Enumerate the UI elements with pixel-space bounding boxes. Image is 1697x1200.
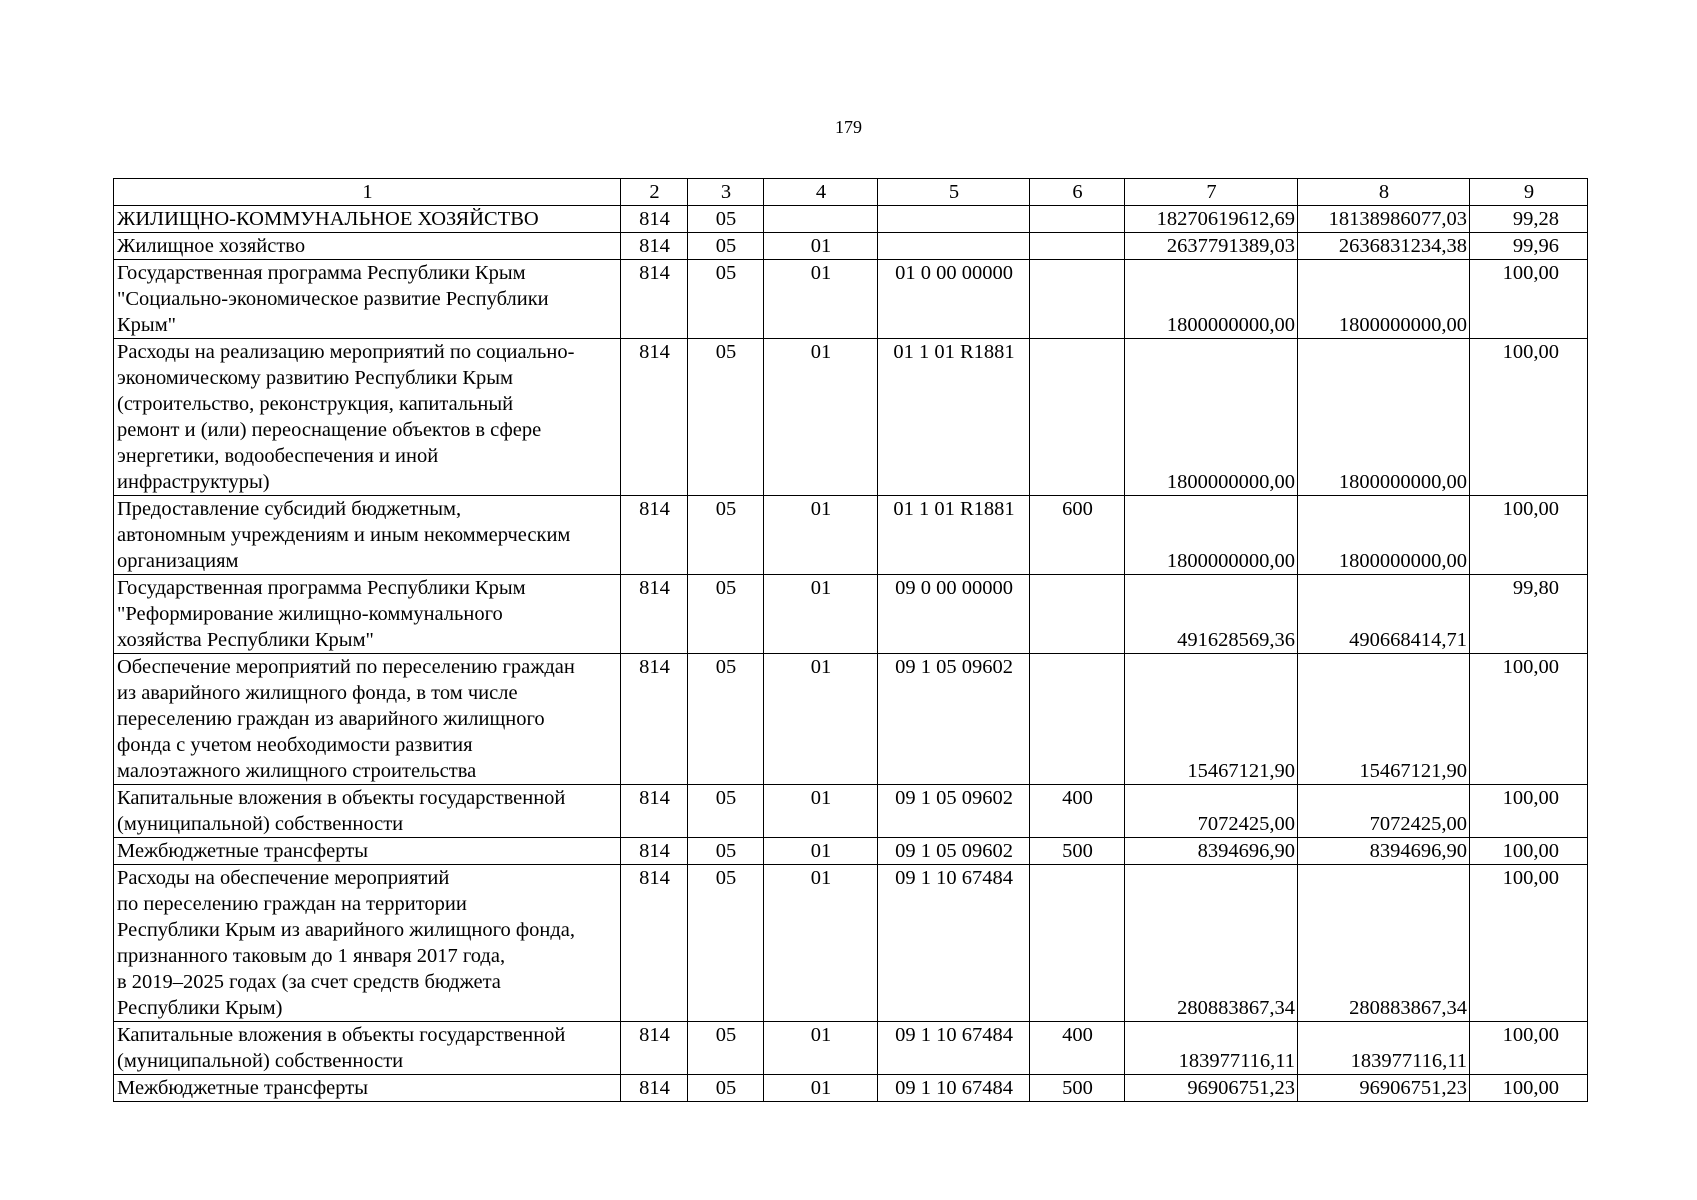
execution-percent-cell: 99,80: [1470, 575, 1588, 654]
admin-code-cell: 814: [621, 575, 688, 654]
planned-amount-cell: 1800000000,00: [1125, 496, 1298, 575]
executed-amount-cell: 490668414,71: [1298, 575, 1470, 654]
column-header: 9: [1470, 179, 1588, 206]
admin-code-cell: 814: [621, 1075, 688, 1102]
table-row: [114, 865, 1588, 1022]
budget-table: [113, 178, 1588, 1102]
execution-percent-cell: 100,00: [1470, 496, 1588, 575]
planned-amount-cell: 1800000000,00: [1125, 339, 1298, 496]
execution-percent-cell: 100,00: [1470, 339, 1588, 496]
execution-percent-cell: 100,00: [1470, 1022, 1588, 1075]
description-cell: ЖИЛИЩНО-КОММУНАЛЬНОЕ ХОЗЯЙСТВО: [114, 206, 621, 233]
executed-amount-cell: 280883867,34: [1298, 865, 1470, 1022]
page-number: 179: [835, 117, 862, 137]
executed-amount-cell: 8394696,90: [1298, 838, 1470, 865]
column-header: 4: [764, 179, 878, 206]
target-article-cell: 01 1 01 R1881: [878, 339, 1030, 496]
description-cell: Обеспечение мероприятий по переселению граждан из аварийного жилищного фонда, в том числе переселению граждан из аварийного жилищного фонда с учетом необходимости развития малоэтажного жилищного строительства: [114, 654, 621, 785]
description-cell: Расходы на реализацию мероприятий по социально- экономическому развитию Республики Крым (строительство, реконструкция, капитальный ремонт и (или) переоснащение объектов в сфере энергетики, водообеспечения и иной инфраструктуры): [114, 339, 621, 496]
executed-amount-cell: 1800000000,00: [1298, 496, 1470, 575]
executed-amount-cell: 18138986077,03: [1298, 206, 1470, 233]
section-code-cell: 05: [688, 1075, 764, 1102]
table-row: [114, 206, 1588, 233]
section-code-cell: 05: [688, 206, 764, 233]
section-code-cell: 05: [688, 339, 764, 496]
target-article-cell: 01 0 00 00000: [878, 260, 1030, 339]
table-row: [114, 233, 1588, 260]
header-row: [114, 179, 1588, 206]
executed-amount-cell: 183977116,11: [1298, 1022, 1470, 1075]
expense-type-cell: [1030, 260, 1125, 339]
target-article-cell: 01 1 01 R1881: [878, 496, 1030, 575]
description-cell: Предоставление субсидий бюджетным, автономным учреждениям и иным некоммерческим организациям: [114, 496, 621, 575]
table-row: [114, 260, 1588, 339]
description-cell: Жилищное хозяйство: [114, 233, 621, 260]
planned-amount-cell: 7072425,00: [1125, 785, 1298, 838]
subsection-code-cell: 01: [764, 339, 878, 496]
subsection-code-cell: 01: [764, 575, 878, 654]
target-article-cell: 09 0 00 00000: [878, 575, 1030, 654]
executed-amount-cell: 2636831234,38: [1298, 233, 1470, 260]
expense-type-cell: [1030, 575, 1125, 654]
description-cell: Капитальные вложения в объекты государственной (муниципальной) собственности: [114, 1022, 621, 1075]
description-cell: Межбюджетные трансферты: [114, 1075, 621, 1102]
planned-amount-cell: 8394696,90: [1125, 838, 1298, 865]
expense-type-cell: [1030, 654, 1125, 785]
subsection-code-cell: 01: [764, 260, 878, 339]
executed-amount-cell: 1800000000,00: [1298, 260, 1470, 339]
subsection-code-cell: 01: [764, 1075, 878, 1102]
expense-type-cell: 400: [1030, 1022, 1125, 1075]
planned-amount-cell: 18270619612,69: [1125, 206, 1298, 233]
expense-type-cell: 600: [1030, 496, 1125, 575]
target-article-cell: [878, 206, 1030, 233]
target-article-cell: 09 1 05 09602: [878, 838, 1030, 865]
admin-code-cell: 814: [621, 865, 688, 1022]
column-header: 7: [1125, 179, 1298, 206]
execution-percent-cell: 100,00: [1470, 865, 1588, 1022]
column-header: 1: [114, 179, 621, 206]
table-row: [114, 838, 1588, 865]
table-row: [114, 1075, 1588, 1102]
planned-amount-cell: 491628569,36: [1125, 575, 1298, 654]
subsection-code-cell: 01: [764, 865, 878, 1022]
target-article-cell: 09 1 10 67484: [878, 865, 1030, 1022]
section-code-cell: 05: [688, 496, 764, 575]
target-article-cell: 09 1 05 09602: [878, 785, 1030, 838]
subsection-code-cell: 01: [764, 785, 878, 838]
admin-code-cell: 814: [621, 496, 688, 575]
column-header: 2: [621, 179, 688, 206]
execution-percent-cell: 100,00: [1470, 838, 1588, 865]
table-row: [114, 654, 1588, 785]
description-cell: Расходы на обеспечение мероприятий по переселению граждан на территории Республики Крым из аварийного жилищного фонда, признанного таковым до 1 января 2017 года, в 2019–2025 годах (за счет средств бюджета Республики Крым): [114, 865, 621, 1022]
subsection-code-cell: 01: [764, 1022, 878, 1075]
admin-code-cell: 814: [621, 339, 688, 496]
executed-amount-cell: 15467121,90: [1298, 654, 1470, 785]
planned-amount-cell: 2637791389,03: [1125, 233, 1298, 260]
section-code-cell: 05: [688, 233, 764, 260]
admin-code-cell: 814: [621, 1022, 688, 1075]
subsection-code-cell: 01: [764, 654, 878, 785]
executed-amount-cell: 96906751,23: [1298, 1075, 1470, 1102]
subsection-code-cell: [764, 206, 878, 233]
section-code-cell: 05: [688, 654, 764, 785]
table-row: [114, 575, 1588, 654]
admin-code-cell: 814: [621, 785, 688, 838]
planned-amount-cell: 280883867,34: [1125, 865, 1298, 1022]
target-article-cell: 09 1 05 09602: [878, 654, 1030, 785]
subsection-code-cell: 01: [764, 838, 878, 865]
execution-percent-cell: 99,28: [1470, 206, 1588, 233]
description-cell: Государственная программа Республики Крым "Социально-экономическое развитие Республики Крым": [114, 260, 621, 339]
description-cell: Государственная программа Республики Крым "Реформирование жилищно-коммунального хозяйства Республики Крым": [114, 575, 621, 654]
table-row: [114, 1022, 1588, 1075]
admin-code-cell: 814: [621, 654, 688, 785]
column-header: 8: [1298, 179, 1470, 206]
subsection-code-cell: 01: [764, 233, 878, 260]
subsection-code-cell: 01: [764, 496, 878, 575]
execution-percent-cell: 99,96: [1470, 233, 1588, 260]
execution-percent-cell: 100,00: [1470, 654, 1588, 785]
section-code-cell: 05: [688, 1022, 764, 1075]
section-code-cell: 05: [688, 838, 764, 865]
column-header: 5: [878, 179, 1030, 206]
column-header: 3: [688, 179, 764, 206]
section-code-cell: 05: [688, 785, 764, 838]
description-cell: Межбюджетные трансферты: [114, 838, 621, 865]
execution-percent-cell: 100,00: [1470, 785, 1588, 838]
expense-type-cell: [1030, 206, 1125, 233]
target-article-cell: [878, 233, 1030, 260]
expense-type-cell: [1030, 233, 1125, 260]
planned-amount-cell: 15467121,90: [1125, 654, 1298, 785]
section-code-cell: 05: [688, 575, 764, 654]
execution-percent-cell: 100,00: [1470, 260, 1588, 339]
planned-amount-cell: 96906751,23: [1125, 1075, 1298, 1102]
target-article-cell: 09 1 10 67484: [878, 1075, 1030, 1102]
admin-code-cell: 814: [621, 233, 688, 260]
expense-type-cell: [1030, 865, 1125, 1022]
table-body: [114, 179, 1588, 1102]
table-row: [114, 339, 1588, 496]
admin-code-cell: 814: [621, 260, 688, 339]
column-header: 6: [1030, 179, 1125, 206]
target-article-cell: 09 1 10 67484: [878, 1022, 1030, 1075]
admin-code-cell: 814: [621, 206, 688, 233]
expense-type-cell: 400: [1030, 785, 1125, 838]
admin-code-cell: 814: [621, 838, 688, 865]
section-code-cell: 05: [688, 865, 764, 1022]
table-row: [114, 785, 1588, 838]
executed-amount-cell: 7072425,00: [1298, 785, 1470, 838]
description-cell: Капитальные вложения в объекты государственной (муниципальной) собственности: [114, 785, 621, 838]
planned-amount-cell: 1800000000,00: [1125, 260, 1298, 339]
table-row: [114, 496, 1588, 575]
section-code-cell: 05: [688, 260, 764, 339]
expense-type-cell: [1030, 339, 1125, 496]
expense-type-cell: 500: [1030, 1075, 1125, 1102]
execution-percent-cell: 100,00: [1470, 1075, 1588, 1102]
expense-type-cell: 500: [1030, 838, 1125, 865]
planned-amount-cell: 183977116,11: [1125, 1022, 1298, 1075]
executed-amount-cell: 1800000000,00: [1298, 339, 1470, 496]
